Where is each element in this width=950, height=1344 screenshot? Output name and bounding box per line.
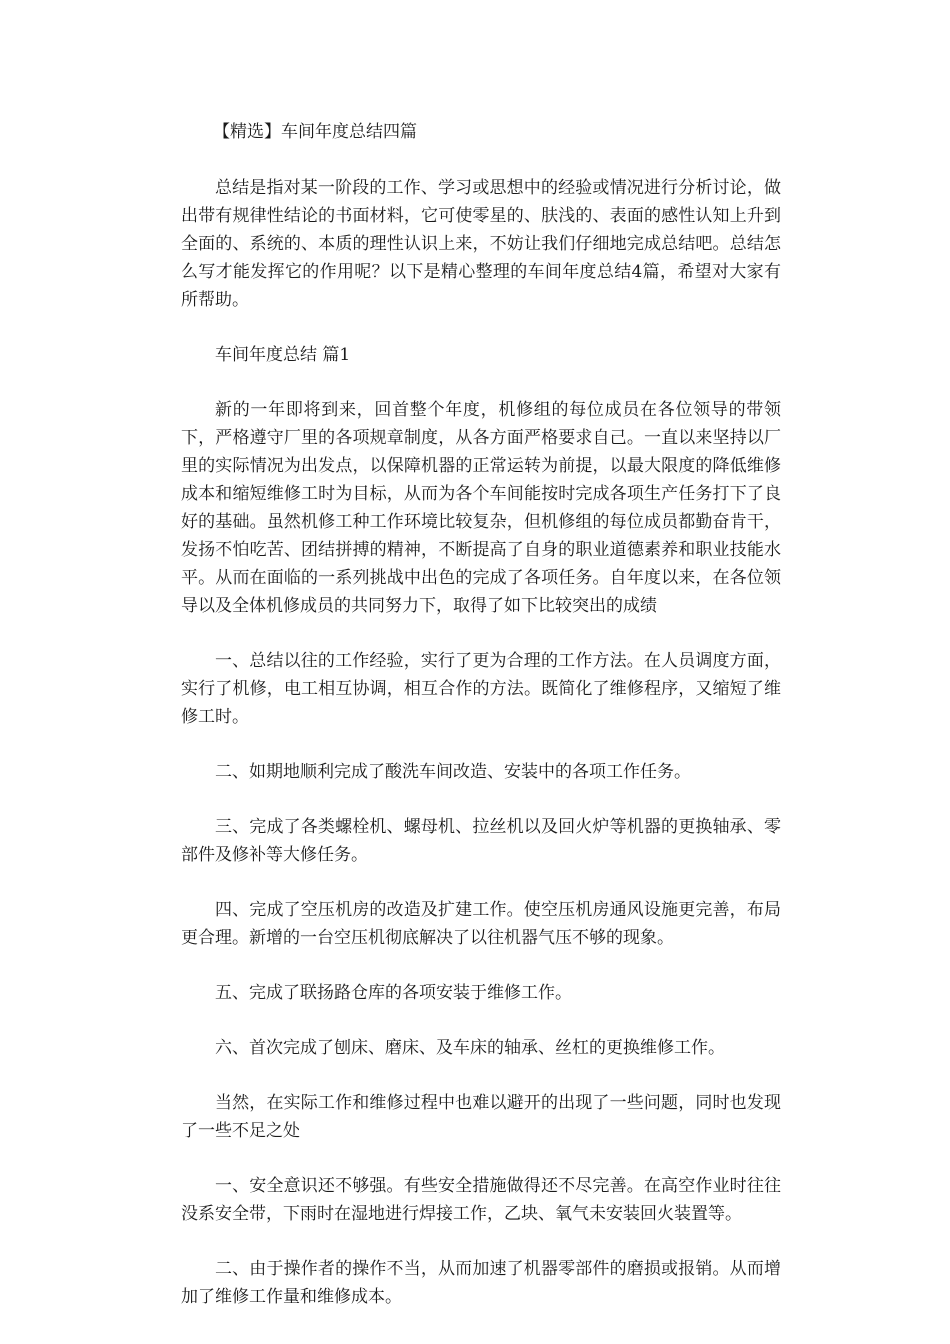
body-paragraph: 一、总结以往的工作经验，实行了更为合理的工作方法。在人员调度方面，实行了机修，电工相互协调，相互合作的方法。既简化了维修程序，又缩短了维修工时。 — [181, 651, 781, 727]
body-paragraph: 新的一年即将到来，回首整个年度，机修组的每位成员在各位领导的带领下，严格遵守厂里的各项规章制度，从各方面严格要求自己。一直以来坚持以厂里的实际情况为出发点，以保障机器的正常运转为前提，以最大限度的降低维修成本和缩短维修工时为目标，从而为各个车间能按时完成各项生产任务打下了良好的基础。虽然机修工种工作环境比较复杂，但机修组的每位成员都勤奋肯干，发扬不怕吃苦、团结拼搏的精神，不断提高了自身的职业道德素养和职业技能水平。从而在面临的一系列挑战中出色的完成了各项任务。自年度以来，在各位领导以及全体机修成员的共同努力下，取得了如下比较突出的成绩 — [181, 400, 781, 616]
document-title: 【精选】车间年度总结四篇 — [213, 122, 417, 142]
document-page — [181, 118, 781, 1338]
section-heading: 车间年度总结 篇1 — [215, 345, 351, 365]
body-paragraph: 五、完成了联扬路仓库的各项安装于维修工作。 — [215, 983, 572, 1003]
body-paragraph: 当然，在实际工作和维修过程中也难以避开的出现了一些问题，同时也发现了一些不足之处 — [181, 1093, 781, 1141]
body-paragraph: 二、如期地顺利完成了酸洗车间改造、安装中的各项工作任务。 — [215, 762, 691, 782]
intro-paragraph: 总结是指对某一阶段的工作、学习或思想中的经验或情况进行分析讨论，做出带有规律性结论的书面材料，它可使零星的、肤浅的、表面的感性认知上升到全面的、系统的、本质的理性认识上来，不妨让我们仔细地完成总结吧。总结怎么写才能发挥它的作用呢？以下是精心整理的车间年度总结4篇，希望对大家有所帮助。 — [181, 178, 781, 310]
body-paragraph: 一、安全意识还不够强。有些安全措施做得还不尽完善。在高空作业时往往没系安全带，下雨时在湿地进行焊接工作，乙块、氧气未安装回火装置等。 — [181, 1176, 781, 1224]
body-paragraph: 六、首次完成了刨床、磨床、及车床的轴承、丝杠的更换维修工作。 — [215, 1038, 725, 1058]
body-paragraph: 二、由于操作者的操作不当，从而加速了机器零部件的磨损或报销。从而增加了维修工作量和维修成本。 — [181, 1259, 781, 1307]
body-paragraph: 四、完成了空压机房的改造及扩建工作。使空压机房通风设施更完善，布局更合理。新增的一台空压机彻底解决了以往机器气压不够的现象。 — [181, 900, 781, 948]
body-paragraph: 三、完成了各类螺栓机、螺母机、拉丝机以及回火炉等机器的更换轴承、零部件及修补等大修任务。 — [181, 817, 781, 865]
